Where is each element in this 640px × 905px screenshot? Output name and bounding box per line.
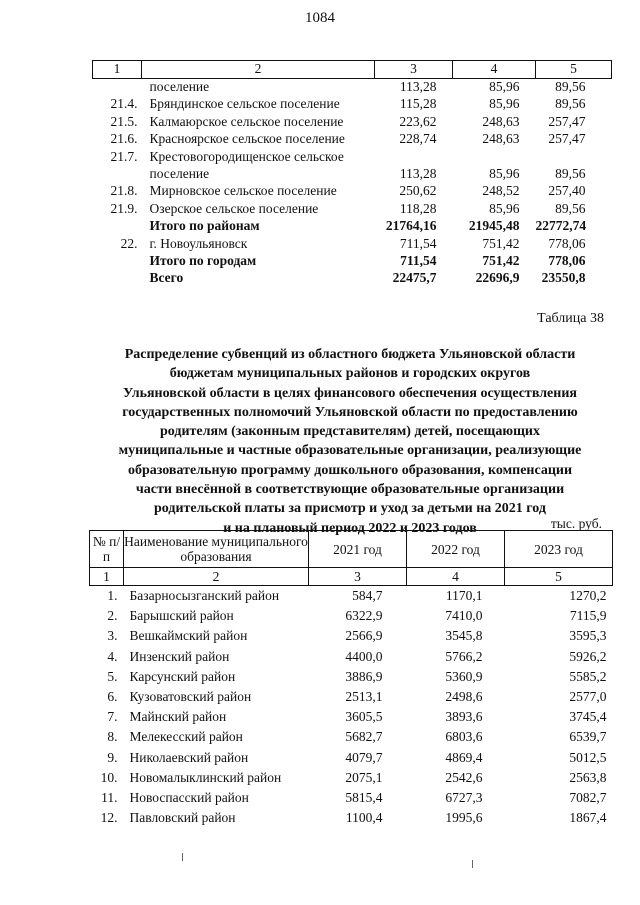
table-cell: 5766,2 xyxy=(445,648,483,664)
table-cell: Инзенский район xyxy=(129,648,230,664)
table-cell: 22772,74 xyxy=(535,218,587,234)
table-cell: 21764,16 xyxy=(385,218,437,234)
subsidy-table xyxy=(89,530,613,828)
table-cell: 118,28 xyxy=(399,200,437,216)
table-cell: Николаевский район xyxy=(129,749,249,765)
table-cell: 4079,7 xyxy=(345,749,383,765)
table-cell: 778,06 xyxy=(548,235,586,251)
table-cell: 257,47 xyxy=(548,131,586,147)
table-cell: 21.4. xyxy=(110,96,138,112)
table-cell: Павловский район xyxy=(129,810,236,826)
scan-mark xyxy=(472,860,473,868)
table-cell: 248,63 xyxy=(482,113,520,129)
table-cell: 751,42 xyxy=(482,235,520,251)
table-cell: 115,28 xyxy=(399,96,437,112)
title-line: Распределение субвенций из областного бюджета Ульяновской области xyxy=(124,347,576,362)
column-index: 4 xyxy=(407,568,505,586)
table-label: Таблица 38 xyxy=(537,311,604,326)
table-cell: 21945,48 xyxy=(468,218,520,234)
column-index: 1 xyxy=(93,61,142,79)
table-cell: Озерское сельское поселение xyxy=(149,200,319,216)
table-cell: 8. xyxy=(107,729,118,745)
table-cell: Итого по городам xyxy=(149,252,257,268)
table-cell xyxy=(93,270,142,287)
table-cell: 5815,4 xyxy=(345,789,383,805)
table-row xyxy=(93,96,612,113)
table-cell: 11. xyxy=(101,789,118,805)
table-cell: 3893,6 xyxy=(445,709,483,725)
title-line: родителям (законным представителям) детей, посещающих xyxy=(160,424,540,440)
table-cell: Итого по районам xyxy=(149,218,260,234)
table-row xyxy=(93,270,612,287)
table-cell: 2075,1 xyxy=(345,769,383,785)
table-cell: 113,28 xyxy=(399,79,437,94)
table-cell: 6322,9 xyxy=(345,608,383,624)
table-cell: 9. xyxy=(107,749,118,765)
table-cell: 22696,9 xyxy=(475,270,520,286)
table-row xyxy=(93,166,612,183)
table-cell: 89,56 xyxy=(555,165,586,181)
scan-mark xyxy=(182,853,183,861)
table-cell: Мелекесский район xyxy=(129,729,243,745)
table-cell: поселение xyxy=(149,79,210,94)
table-cell: 711,54 xyxy=(400,252,437,268)
table-cell: 3605,5 xyxy=(345,709,383,725)
table-row xyxy=(93,149,612,166)
table-cell: Новоспасский район xyxy=(129,789,249,805)
table-cell: 1867,4 xyxy=(569,810,607,826)
table-cell: Карсунский район xyxy=(129,668,236,684)
table-cell xyxy=(93,79,142,97)
table-cell: Майнский район xyxy=(129,709,227,725)
table-cell: 5360,9 xyxy=(445,668,483,684)
table-row xyxy=(90,748,613,768)
table-row xyxy=(93,79,612,97)
table-cell: Кузоватовский район xyxy=(129,689,252,705)
table-row xyxy=(93,218,612,235)
table-cell: 21.8. xyxy=(110,183,138,199)
table-row xyxy=(90,647,613,667)
table-cell: 1170,1 xyxy=(445,588,483,604)
table-title xyxy=(86,345,614,538)
header-row xyxy=(90,531,613,568)
table-cell: Калмаюрское сельское поселение xyxy=(149,113,344,129)
header-name: Наименование муниципального образования xyxy=(124,531,309,568)
table-row xyxy=(90,707,613,727)
table-row xyxy=(90,727,613,747)
table-cell: Красноярское сельское поселение xyxy=(149,131,345,147)
table-row xyxy=(93,236,612,253)
table-cell: 21.9. xyxy=(110,200,138,216)
table-cell: 5585,2 xyxy=(569,668,607,684)
table-cell: 21.7. xyxy=(110,148,138,164)
table-cell: Мирновское сельское поселение xyxy=(149,183,337,199)
table-row xyxy=(90,667,613,687)
table-row xyxy=(93,131,612,148)
table-cell: 85,96 xyxy=(489,165,520,181)
previous-table-continuation xyxy=(92,60,612,288)
title-line: государственных полномочий Ульяновской области по предоставлению xyxy=(122,404,578,420)
table-cell: 250,62 xyxy=(399,183,437,199)
table-row xyxy=(90,606,613,626)
table-cell: 1270,2 xyxy=(569,588,607,604)
table-cell: Вешкаймский район xyxy=(129,628,248,644)
table-cell: 1995,6 xyxy=(445,810,483,826)
table-cell: 22475,7 xyxy=(392,270,437,286)
table-cell: 4869,4 xyxy=(445,749,483,765)
table-cell: 85,96 xyxy=(489,79,520,94)
table-cell: 4400,0 xyxy=(345,648,383,664)
units-label: тыс. руб. xyxy=(550,516,602,531)
table-cell xyxy=(93,253,142,270)
table-cell: Крестовогородищенское сельское xyxy=(149,148,344,164)
table-cell xyxy=(93,166,142,183)
table-cell: 223,62 xyxy=(399,113,437,129)
table-cell xyxy=(93,218,142,235)
table-cell: Базарносызганский район xyxy=(129,588,280,604)
table-cell: 10. xyxy=(100,769,118,785)
column-index: 2 xyxy=(124,568,309,586)
title-line: муниципальные и частные образовательные организации, реализующие xyxy=(118,443,582,459)
table-cell: 2566,9 xyxy=(345,628,383,644)
table-cell: 257,40 xyxy=(548,183,586,199)
column-index: 1 xyxy=(90,568,124,586)
table-cell: 5682,7 xyxy=(345,729,383,745)
column-index-row xyxy=(90,568,613,586)
table-cell: 2513,1 xyxy=(345,689,383,705)
table-cell: 7115,9 xyxy=(569,608,607,624)
title-line: родительской платы за присмотр и уход за детьми на 2021 год xyxy=(154,501,546,517)
table-cell: Всего xyxy=(149,270,184,286)
header-2023: 2023 год xyxy=(505,531,613,568)
column-index: 2 xyxy=(142,61,375,79)
table-cell: 6539,7 xyxy=(569,729,607,745)
table-cell: 4. xyxy=(107,648,118,664)
table-cell: 778,06 xyxy=(548,252,586,268)
table-row xyxy=(90,788,613,808)
table-row xyxy=(90,687,613,707)
table-cell: 7410,0 xyxy=(445,608,483,624)
column-index: 5 xyxy=(536,61,612,79)
table-cell: 3545,8 xyxy=(445,628,483,644)
header-num: № п/п xyxy=(90,531,124,568)
table-cell: 2498,6 xyxy=(445,689,483,705)
table-cell: 751,42 xyxy=(482,252,520,268)
table-cell: 1. xyxy=(107,588,118,604)
table-cell: г. Новоульяновск xyxy=(149,235,248,251)
table-row xyxy=(93,253,612,270)
table-row xyxy=(93,201,612,218)
table-cell: Новомалыклинский район xyxy=(129,769,282,785)
table-cell: 2. xyxy=(107,608,118,624)
table-cell: 257,47 xyxy=(548,113,586,129)
table-cell: 7. xyxy=(107,709,118,725)
table-row xyxy=(90,808,613,828)
table-cell: 248,52 xyxy=(482,183,520,199)
column-index-row xyxy=(93,61,612,79)
table-cell: 6803,6 xyxy=(445,729,483,745)
header-2022: 2022 год xyxy=(407,531,505,568)
table-cell: 228,74 xyxy=(399,131,437,147)
title-line: образовательную программу дошкольного образования, компенсации xyxy=(127,462,573,478)
table-row xyxy=(90,626,613,646)
table-row xyxy=(90,586,613,607)
title-line: Ульяновской области в целях финансового обеспечения осуществления xyxy=(123,385,577,401)
table-cell: 2542,6 xyxy=(445,769,483,785)
table-cell: 3595,3 xyxy=(569,628,607,644)
table-row xyxy=(90,768,613,788)
table-cell: 5012,5 xyxy=(569,749,607,765)
table-cell: 6727,3 xyxy=(445,789,483,805)
table-cell: 2563,8 xyxy=(569,769,607,785)
table-cell: 5926,2 xyxy=(569,648,607,664)
table-cell: 113,28 xyxy=(399,165,437,181)
table-cell: 89,56 xyxy=(555,96,586,112)
table-cell: 3886,9 xyxy=(345,668,383,684)
table-cell: 5. xyxy=(107,668,118,684)
table-cell: 22. xyxy=(120,235,138,251)
header-2021: 2021 год xyxy=(309,531,407,568)
title-line: и на плановый период 2022 и 2023 годов xyxy=(223,520,477,536)
table-cell: 23550,8 xyxy=(541,270,586,286)
table-cell: 3745,4 xyxy=(569,709,607,725)
table-cell xyxy=(453,149,536,166)
table-cell: 3. xyxy=(107,628,118,644)
table-cell: 85,96 xyxy=(489,96,520,112)
column-index: 3 xyxy=(309,568,407,586)
table-cell: поселение xyxy=(149,165,210,181)
table-cell: 7082,7 xyxy=(569,789,607,805)
table-cell: 248,63 xyxy=(482,131,520,147)
table-cell: 1100,4 xyxy=(345,810,383,826)
title-line: части внесённой в соответствующие образовательные организации xyxy=(135,482,565,498)
table-cell: 584,7 xyxy=(352,588,383,604)
title-line: бюджетам муниципальных районов и городских округов xyxy=(169,366,531,382)
table-cell: 2577,0 xyxy=(569,689,607,705)
table-row xyxy=(93,183,612,200)
table-cell: 21.6. xyxy=(110,131,138,147)
table-cell: 89,56 xyxy=(555,79,586,94)
column-index: 4 xyxy=(453,61,536,79)
table-row xyxy=(93,114,612,131)
table-cell: 12. xyxy=(100,810,118,826)
table-cell: 89,56 xyxy=(555,200,586,216)
table-cell: 711,54 xyxy=(399,235,437,251)
table-cell xyxy=(536,149,612,166)
column-index: 3 xyxy=(375,61,453,79)
table-cell: Бряндинское сельское поселение xyxy=(149,96,340,112)
table-cell: 21.5. xyxy=(110,113,138,129)
page-number: 1084 xyxy=(305,10,335,26)
column-index: 5 xyxy=(505,568,613,586)
table-cell: Барышский район xyxy=(129,608,234,624)
table-cell xyxy=(375,149,453,166)
table-cell: 6. xyxy=(107,689,118,705)
table-cell: 85,96 xyxy=(489,200,520,216)
